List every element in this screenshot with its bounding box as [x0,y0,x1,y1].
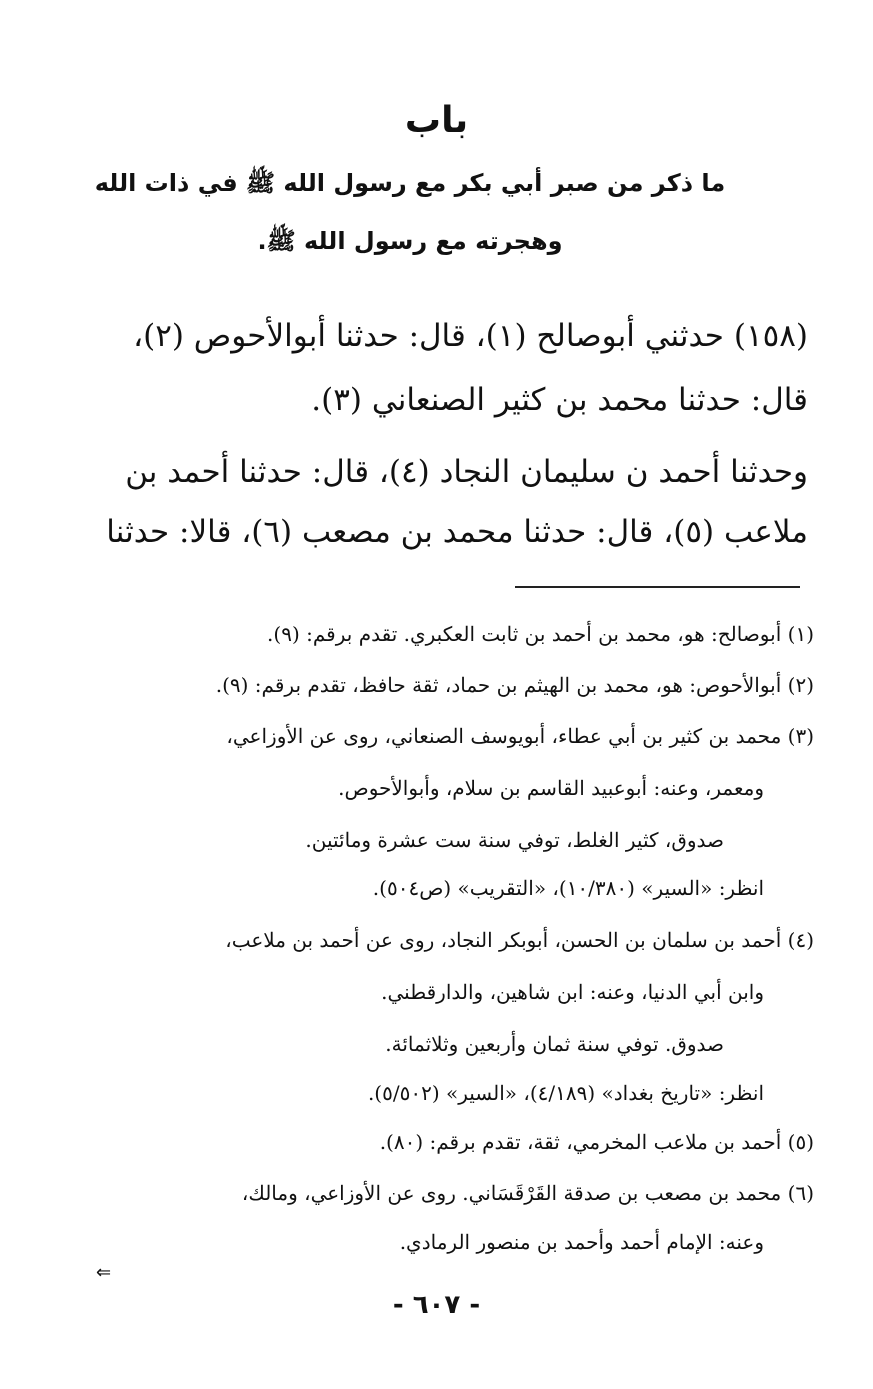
footnote-line: انظر: «السير» (١٠/٣٨٠)، «التقريب» (ص٥٠٤). [372,876,764,900]
chapter-subtitle-line-1: ما ذكر من صبر أبي بكر مع رسول الله ﷺ في ذات الله [94,169,726,197]
footnote-line: (٥) أحمد بن ملاعب المخرمي، ثقة، تقدم برقم: (٨٠). [379,1130,814,1154]
main-text-line: قال: حدثنا محمد بن كثير الصنعاني (٣). [311,382,808,418]
footnote-line: وعنه: الإمام أحمد وأحمد بن منصور الرمادي. [399,1230,764,1254]
page-number: - ٦٠٧ - [392,1290,481,1320]
footnote-line: صدوق. توفي سنة ثمان وأربعين وثلاثمائة. [385,1032,724,1056]
footnote-line: انظر: «تاريخ بغداد» (٤/١٨٩)، «السير» (٥/٥٠٢). [367,1081,764,1105]
footnote-line: وابن أبي الدنيا، وعنه: ابن شاهين، والدارقطني. [381,980,764,1004]
chapter-subtitle-line-2: وهجرته مع رسول الله ﷺ. [257,227,563,255]
footnote-line: (٣) محمد بن كثير بن أبي عطاء، أبويوسف الصنعاني، روى عن الأوزاعي، [226,724,814,748]
footnote-line: (١) أبوصالح: هو، محمد بن أحمد بن ثابت العكبري. تقدم برقم: (٩). [267,622,814,646]
continuation-arrow-icon: ⇐ [96,1262,112,1283]
main-text-line: وحدثنا أحمد ن سليمان النجاد (٤)، قال: حدثنا أحمد بن [125,454,808,490]
footnote-separator [515,586,800,588]
footnote-line: ومعمر، وعنه: أبوعبيد القاسم بن سلام، وأبوالأحوص. [338,776,764,800]
main-text-line: (١٥٨) حدثني أبوصالح (١)، قال: حدثنا أبوالأحوص (٢)، [133,318,808,354]
main-text-line: ملاعب (٥)، قال: حدثنا محمد بن مصعب (٦)، قالا: حدثنا [106,514,808,550]
footnote-line: صدوق، كثير الغلط، توفي سنة ست عشرة ومائتين. [305,828,724,852]
footnote-line: (٤) أحمد بن سلمان بن الحسن، أبوبكر النجاد، روى عن أحمد بن ملاعب، [225,928,814,952]
footnote-line: (٢) أبوالأحوص: هو، محمد بن الهيثم بن حماد، ثقة حافظ، تقدم برقم: (٩). [215,673,814,697]
chapter-heading: باب [404,100,469,141]
footnote-line: (٦) محمد بن مصعب بن صدقة القَرْقَسَاني. روى عن الأوزاعي، ومالك، [241,1181,814,1205]
